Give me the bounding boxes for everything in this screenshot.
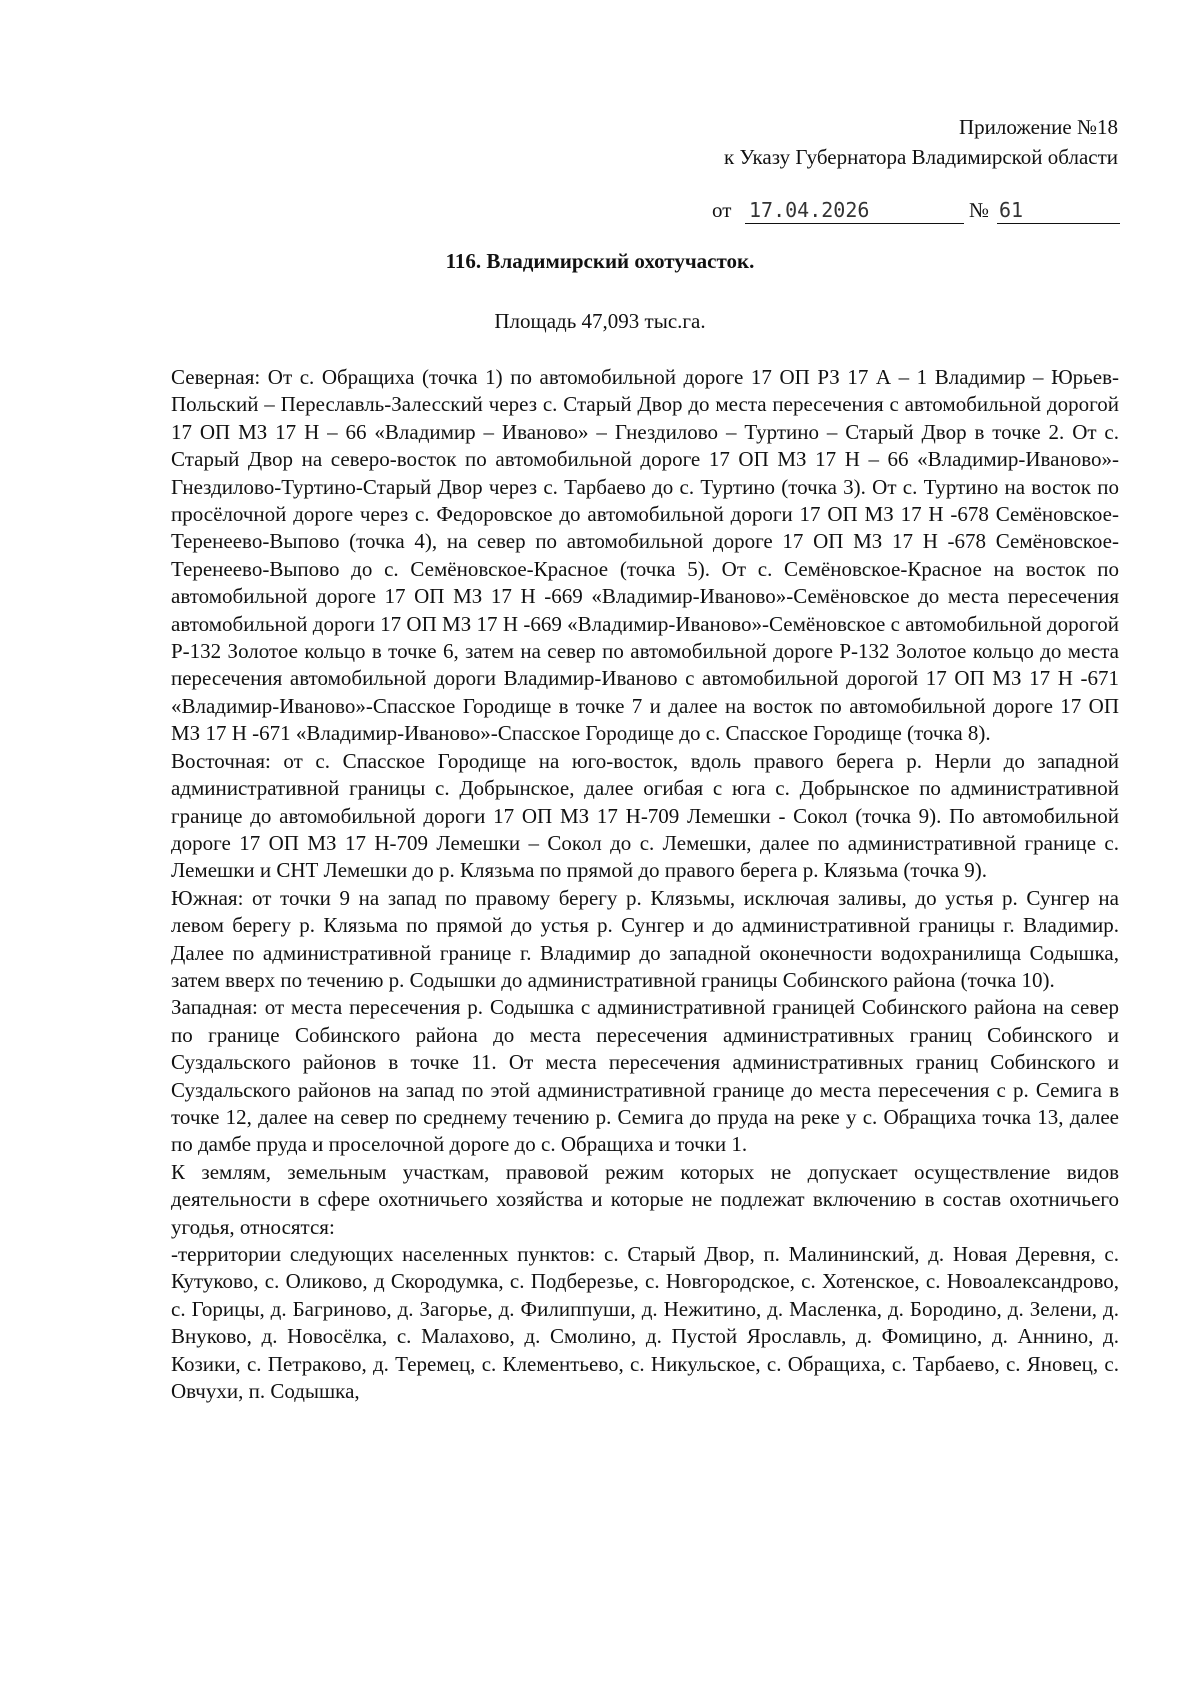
- appendix-block: [724, 112, 1118, 172]
- decree-date-number-line: [712, 195, 1118, 225]
- decree-number: 61: [997, 195, 1120, 224]
- area-line: Площадь 47,093 тыс.га.: [494, 309, 706, 333]
- border-south: Южная: от точки 9 на запад по правому берегу р. Клязьмы, исключая заливы, до устья р. Сунгер на левом берегу р. Клязьма по прямой до устья р. Сунгер и до административной границы г. Владимир. Далее по административной границе г. Владимир до западной оконечности водохранилища Содышка, затем вверх по течению р. Содышки до административной границы Собинского района (точка 10).: [171, 885, 1119, 992]
- list-item: -территории следующих населенных пунктов: с. Старый Двор, п. Малининский, д. Новая Деревня, с. Кутуково, с. Оликово, д Скородумка, с. Подберезье, с. Новгородское, с. Хотенское, с. Новоалександрово, с. Горицы, д. Багриново, д. Загорье, д. Филиппуши, д. Нежитино, д. Масленка, д. Бородино, д. Зелени, д. Внуково, д. Новосёлка, с. Малахово, д. Смолино, д. Пустой Ярославль, д. Фомицино, д. Аннино, д. Козики, с. Петраково, д. Теремец, с. Клементьево, с. Никульское, с. Обращиха, с. Тарбаево, с. Яновец, с. Овчухи, п. Содышка,: [171, 1242, 1119, 1404]
- exclusions-list: [171, 1241, 1119, 1405]
- border-north: Северная: От с. Обращиха (точка 1) по автомобильной дороге 17 ОП РЗ 17 А – 1 Владимир – Юрьев-Польский – Переславль-Залесский через с. Старый Двор до места пересечения с автомобильной дорогой 17 ОП МЗ 17 Н – 66 «Владимир – Иваново» – Гнездилово – Туртино – Старый Двор в точке 2. От с. Старый Двор на северо-восток по автомобильной дороге 17 ОП МЗ 17 Н – 66 «Владимир-Иваново»-Гнездилово-Туртино-Старый Двор через с. Тарбаево до с. Туртино (точка 3). От с. Туртино на восток по просёлочной дороге через с. Федоровское до автомобильной дороги 17 ОП МЗ 17 Н -678 Семёновское-Теренеево-Выпово (точка 4), на север по автомобильной дороге 17 ОП МЗ 17 Н -678 Семёновское-Теренеево-Выпово до с. Семёновское-Красное (точка 5). От с. Семёновское-Красное на восток по автомобильной дороге 17 ОП МЗ 17 Н -669 «Владимир-Иваново»-Семёновское до места пересечения автомобильной дороги 17 ОП МЗ 17 Н -669 «Владимир-Иваново»-Семёновское с автомобильной дорогой Р-132 Золотое кольцо в точке 6, затем на север по автомобильной дороге Р-132 Золотое кольцо до места пересечения автомобильной дороги Владимир-Иваново с автомобильной дорогой 17 ОП МЗ 17 Н -671 «Владимир-Иваново»-Спасское Городище в точке 7 и далее на восток по автомобильной дороге 17 ОП МЗ 17 Н -671 «Владимир-Иваново»-Спасское Городище до с. Спасское Городище (точка 8).: [171, 365, 1119, 746]
- exclusions-intro: К землям, земельным участкам, правовой режим которых не допускает осуществление видов деятельности в сфере охотничьего хозяйства и которые не подлежат включению в состав охотничьего угодья, относятся:: [171, 1159, 1119, 1239]
- border-west: Западная: от места пересечения р. Содышка с административной границей Собинского района на север по границе Собинского района до места пересечения административных границ Собинского и Суздальского районов в точке 11. От места пересечения административных границ Собинского и Суздальского районов на запад по этой административной границе до места пересечения с р. Семига в точке 12, далее на север по среднему течению р. Семига до пруда на реке у с. Обращиха точка 13, далее по дамбе пруда и проселочной дороге до с. Обращиха и точки 1.: [171, 995, 1119, 1157]
- decree-date: 17.04.2026: [745, 195, 964, 224]
- document-title: 116. Владимирский охотучасток.: [445, 249, 755, 273]
- number-prefix: №: [969, 198, 990, 222]
- appendix-decree-ref: к Указу Губернатора Владимирской области: [724, 145, 1118, 169]
- document-body: [171, 364, 1119, 1405]
- border-east: Восточная: от с. Спасское Городище на юго-восток, вдоль правого берега р. Нерли до западной административной границы с. Добрынское, далее огибая с юга с. Добрынское по административной границе до автомобильной дороги 17 ОП МЗ 17 Н-709 Лемешки - Сокол (точка 9). По автомобильной дороге 17 ОП МЗ 17 Н-709 Лемешки – Сокол до с. Лемешки, далее по административной границе с. Лемешки и СНТ Лемешки до р. Клязьма по прямой до правого берега р. Клязьма (точка 9).: [171, 748, 1119, 883]
- appendix-number: Приложение №18: [959, 115, 1118, 139]
- date-prefix: от: [712, 198, 732, 222]
